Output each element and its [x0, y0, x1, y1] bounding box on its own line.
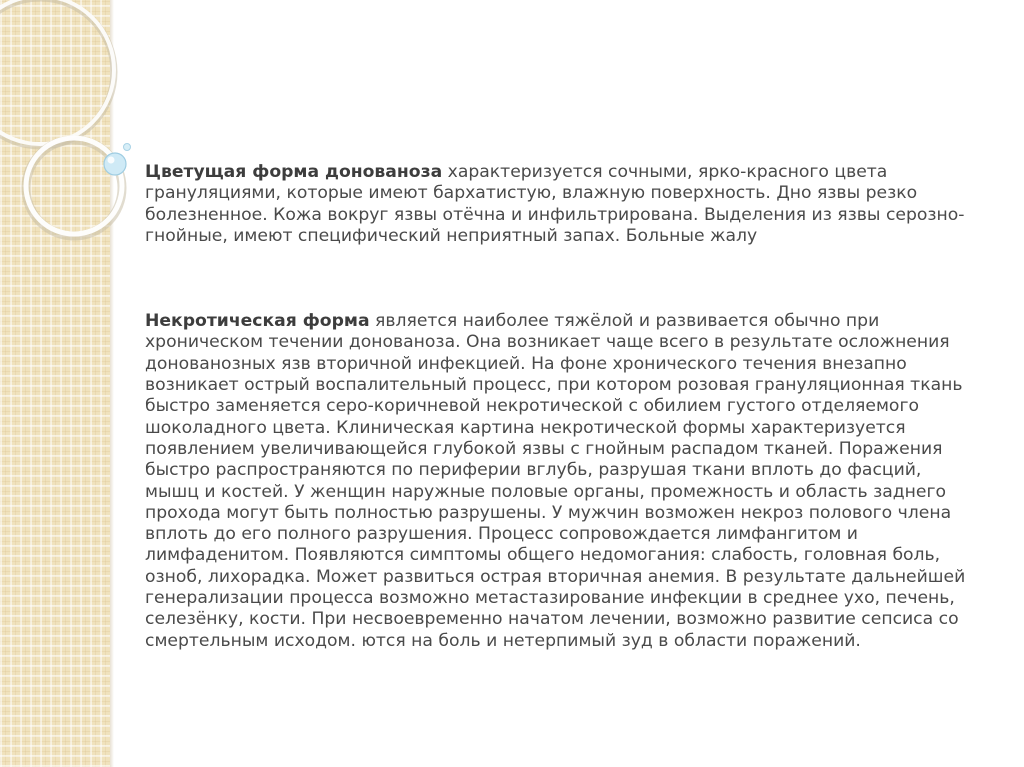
paragraph-text: является наиболее тяжёлой и развивается обычно при хроническом течении донованоза. Она возникает чаще всего в результате осложнения донованозных язв вторичной инфекцией. На фоне хронического течения внезапно возникает острый воспалительный процесс, при котором розовая грануляционная ткань быстро заменяется серо-коричневой некротической с обилием густого отделяемого шоколадного цвета. Клиническая картина некротической формы характеризуется появлением увеличивающейся глубокой язвы с гнойным распадом тканей. Поражения быстро распространяются по периферии вглубь, разрушая ткани вплоть до фасций, мышц и костей. У женщин наружные половые органы, промежность и область заднего прохода могут быть полностью разрушены. У мужчин возможен некроз полового члена вплоть до его полного разрушения. Процесс сопровождается лимфангитом и лимфаденитом. Появляются симптомы общего недомогания: слабость, головная боль, озноб, лихорадка. Может развиться острая вторичная анемия. В результате дальнейшей генерализации процесса возможно метастазирование инфекции в среднее ухо, печень, селезёнку, кости. При несвоевременно начатом лечении, возможно развитие сепсиса со смертельным исходом. ются на боль и нетерпимый зуд в области поражений. — [145, 311, 966, 651]
paragraph-flowering-form — [145, 162, 975, 247]
paragraph-necrotic-form — [145, 311, 975, 652]
paragraph-lead: Некротическая форма — [145, 311, 370, 332]
bubble-large-shine — [108, 157, 115, 164]
paragraph-text: характеризуется сочными, ярко-красного цвета грануляциями, которые имеют бархатистую, влажную поверхность. Дно язвы резко болезненное. Кожа вокруг язвы отёчна и инфильтрирована. Выделения из язвы серозно-гнойные, имеют специфический неприятный запах. Больные жалу — [145, 162, 965, 246]
paragraph-lead: Цветущая форма донованоза — [145, 162, 443, 182]
bubble-small — [124, 144, 131, 151]
slide-body — [145, 162, 975, 652]
small-ring-highlight — [26, 138, 122, 234]
bubble-large — [104, 153, 126, 175]
